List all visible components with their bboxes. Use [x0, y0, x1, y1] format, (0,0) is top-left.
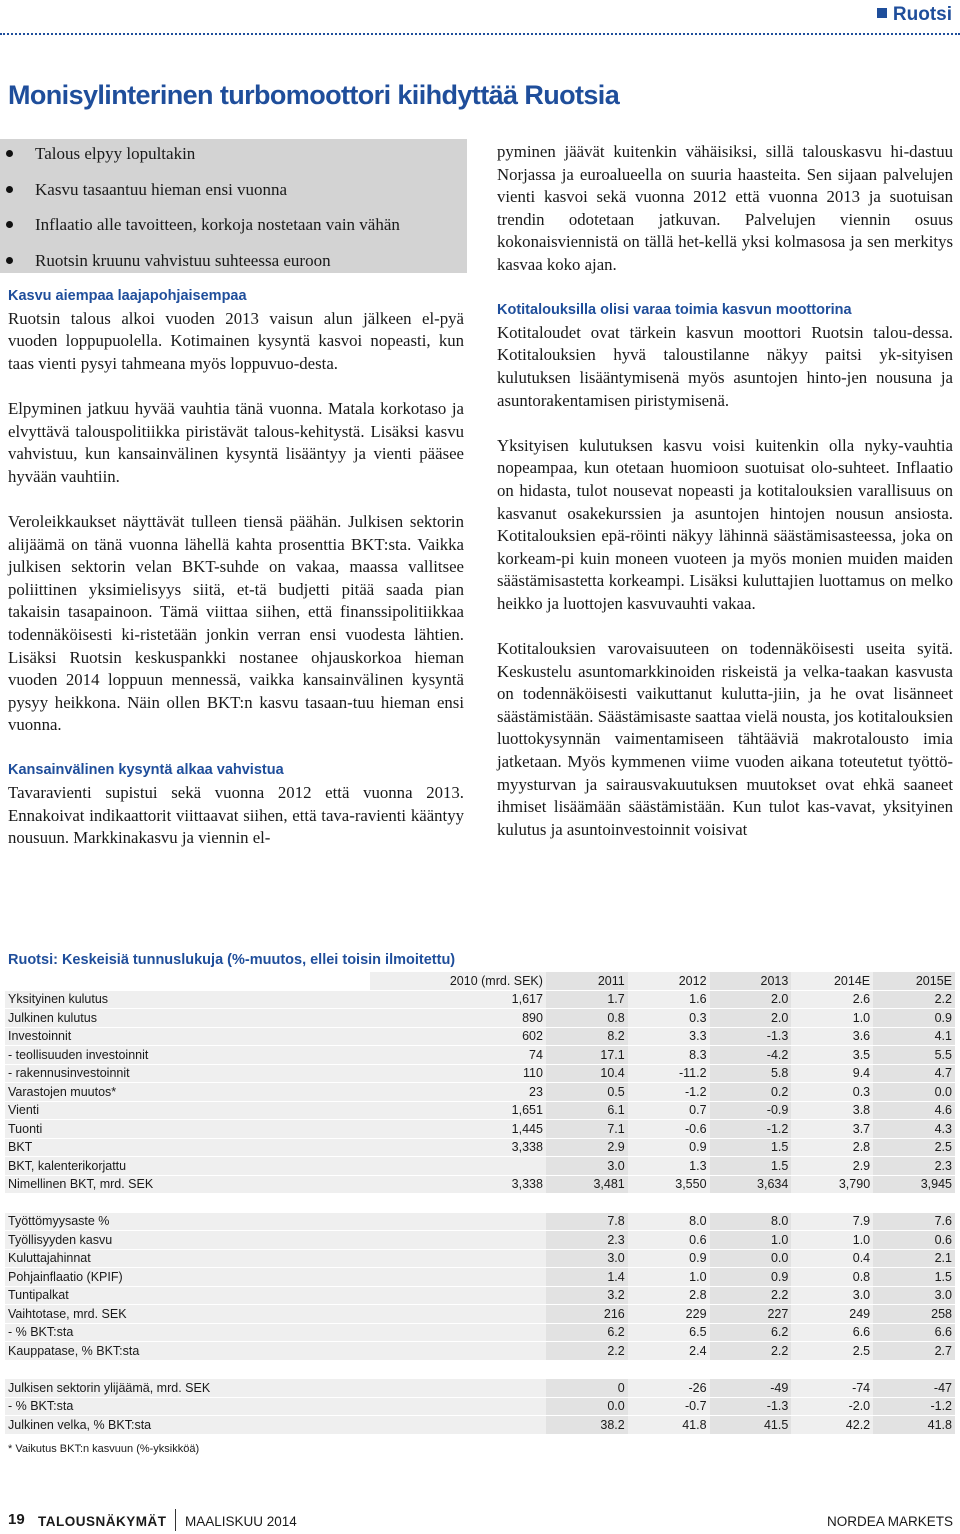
table-cell: 3.8 [791, 1102, 873, 1120]
bullet-icon [6, 150, 13, 157]
table-header-cell: 2010 (mrd. SEK) [370, 972, 546, 990]
row-label: Vaihtotase, mrd. SEK [5, 1305, 370, 1323]
table-cell [370, 1287, 546, 1305]
table-cell: 42.2 [791, 1416, 873, 1434]
table-cell: 110 [370, 1065, 546, 1083]
table-cell: 41.8 [873, 1416, 955, 1434]
table-cell: -1.2 [628, 1083, 710, 1101]
publication-name: TALOUSNÄKYMÄT [38, 1514, 167, 1529]
paragraph: Kotitalouksien varovaisuuteen on todennäköisesti useita syitä. Keskustelu asuntomarkkinoiden riskeistä ja velka-taakan kasvusta on todennäköisesti vaikuttanut kulutta-jiin, ja he ovat lisänneet säästämistään. Säästämisaste saattaa vielä nousta, jos kotitalouksien luottokysynnän vaimentamiseen tähtääviä makrotalousto imia jatketaan. Myös kymmenen viime vuoden aikana toteutetut työttö-myysturvan ja sairausvakuutuksen muutokset ovat ehkä saaneet ihmiset lisäämään säästämistään. Kun tulot kas-vavat, yksityinen kulutus ja asuntoinvestoinnit voisivat [497, 639, 953, 839]
table-row [5, 1009, 955, 1027]
summary-text: Talous elpyy lopultakin [35, 144, 196, 163]
table-cell: 2.2 [873, 991, 955, 1009]
table-cell: 7.8 [546, 1213, 628, 1231]
table-cell: 8.0 [628, 1213, 710, 1231]
table-cell: -0.9 [710, 1102, 792, 1120]
table-cell: -4.2 [710, 1046, 792, 1064]
table-row [5, 1065, 955, 1083]
table-cell: 9.4 [791, 1065, 873, 1083]
table-cell: 1.0 [791, 1009, 873, 1027]
table-footnote: * Vaikutus BKT:n kasvuun (%-yksikköä) [8, 1443, 200, 1455]
table-cell: 6.1 [546, 1102, 628, 1120]
table-cell [370, 1305, 546, 1323]
row-label: Nimellinen BKT, mrd. SEK [5, 1176, 370, 1194]
table-title: Ruotsi: Keskeisiä tunnuslukuja (%-muutos, ellei toisin ilmoitettu) [8, 952, 456, 968]
row-label: Vienti [5, 1102, 370, 1120]
table-cell: 41.8 [628, 1416, 710, 1434]
table-cell [370, 1324, 546, 1342]
table-cell: 3,634 [710, 1176, 792, 1194]
footer-divider [175, 1509, 176, 1531]
table-cell: 1,617 [370, 991, 546, 1009]
table-cell: 0.0 [873, 1083, 955, 1101]
table-cell: 0.6 [873, 1231, 955, 1249]
table-cell: -49 [710, 1379, 792, 1397]
table-cell: 0.8 [546, 1009, 628, 1027]
table-cell: 1.5 [710, 1139, 792, 1157]
table-cell: 8.2 [546, 1028, 628, 1046]
table-cell: 2.2 [710, 1287, 792, 1305]
table-header-cell: 2013 [710, 972, 792, 990]
row-label: - teollisuuden investoinnit [5, 1046, 370, 1064]
row-label: BKT [5, 1139, 370, 1157]
table-row [5, 1324, 955, 1342]
table-cell: 2.0 [710, 991, 792, 1009]
row-label: Kauppatase, % BKT:sta [5, 1342, 370, 1360]
table-cell: 1.3 [628, 1157, 710, 1175]
table-cell: -1.2 [710, 1120, 792, 1138]
page-title: Monisylinterinen turbomoottori kiihdyttää Ruotsia [8, 80, 620, 110]
page-number: 19 [8, 1511, 25, 1528]
row-label: Julkinen velka, % BKT:sta [5, 1416, 370, 1434]
table-cell: -74 [791, 1379, 873, 1397]
bullet-icon [6, 257, 13, 264]
key-figures-table [5, 971, 955, 1435]
row-label: Julkisen sektorin ylijäämä, mrd. SEK [5, 1379, 370, 1397]
table-cell: 2.4 [628, 1342, 710, 1360]
summary-box [0, 139, 467, 273]
table-cell: 1,445 [370, 1120, 546, 1138]
row-label: - rakennusinvestoinnit [5, 1065, 370, 1083]
row-label: Kuluttajahinnat [5, 1250, 370, 1268]
summary-item [0, 246, 467, 282]
table-cell: 0 [546, 1379, 628, 1397]
table-cell: 0.2 [710, 1083, 792, 1101]
summary-item [0, 210, 467, 246]
table-cell: 8.0 [710, 1213, 792, 1231]
table-cell: 0.0 [710, 1250, 792, 1268]
paragraph: Yksityisen kulutuksen kasvu voisi kuitenkin olla nyky-vauhtia nopeampaa, kun otetaan huomioon suotuisat olo-suhteet. Inflaatio on hidasta, tulot nousevat nopeasti ja kotitalouksien varallisuus on kasvanut osakekurssien ja asuntojen hintojen nousun ansiosta. Kotitalouksien epä-röinti näkyy lähinnä säästämisasteessa, joka on korkeam-pi kuin moneen vuoteen ja myös monien muiden maiden säästämisastetta korkeampi. Lisäksi kuluttajien luottamus on melko heikko ja luottojen kasvuvauhti vakaa. [497, 435, 953, 613]
brand-name: NORDEA MARKETS [826, 1514, 953, 1529]
row-label: Työllisyyden kasvu [5, 1231, 370, 1249]
paragraph: Elpyminen jatkuu hyvää vauhtia tänä vuonna. Matala korkotaso ja elvyttävä talouspolitiikka piristävät talous-kehitystä. Lisäksi kasvu vahvistuu, kun kansainvälinen kysyntä lisääntyy ja vienti pääsee hyvään vauhtiin. [8, 398, 464, 486]
publication-date: MAALISKUU 2014 [185, 1514, 297, 1529]
table-cell: 3.3 [628, 1028, 710, 1046]
table-row [5, 1342, 955, 1360]
table-cell: 5.8 [710, 1065, 792, 1083]
table-cell: 6.6 [791, 1324, 873, 1342]
table-cell: -0.7 [628, 1398, 710, 1416]
table-cell: 2.0 [710, 1009, 792, 1027]
table-cell: 2.2 [710, 1342, 792, 1360]
table-cell: 6.5 [628, 1324, 710, 1342]
table-cell: 3,945 [873, 1176, 955, 1194]
table-cell: 1.4 [546, 1268, 628, 1286]
table-cell: 602 [370, 1028, 546, 1046]
summary-text: Ruotsin kruunu vahvistuu suhteessa euroon [35, 250, 331, 270]
table-cell: -47 [873, 1379, 955, 1397]
row-label: Yksityinen kulutus [5, 991, 370, 1009]
table-cell: -1.3 [710, 1028, 792, 1046]
row-label: - % BKT:sta [5, 1398, 370, 1416]
table-cell: -0.6 [628, 1120, 710, 1138]
table-row [5, 1231, 955, 1249]
table-cell: 2.7 [873, 1342, 955, 1360]
table-cell: 249 [791, 1305, 873, 1323]
table-cell: 1.0 [791, 1231, 873, 1249]
table-cell: 10.4 [546, 1065, 628, 1083]
table-cell: 1.0 [628, 1268, 710, 1286]
table-row [5, 1416, 955, 1434]
row-label: Tuonti [5, 1120, 370, 1138]
table-cell: 2.9 [546, 1139, 628, 1157]
table-header-cell: 2011 [546, 972, 628, 990]
table-cell: 216 [546, 1305, 628, 1323]
table-row [5, 991, 955, 1009]
table-cell: 3,790 [791, 1176, 873, 1194]
table-cell: 38.2 [546, 1416, 628, 1434]
paragraph: Ruotsin talous alkoi vuoden 2013 vaisun alun jälkeen el-pyä vuoden loppupuolella. Kotimainen kysyntä kasvoi nopeasti, kun taas vienti pysyi tahmeana myös loppuvuo-desta. [8, 308, 464, 373]
table-cell: 0.7 [628, 1102, 710, 1120]
table-cell [370, 1379, 546, 1397]
table-cell: 3.7 [791, 1120, 873, 1138]
row-label: Investoinnit [5, 1028, 370, 1046]
table-cell: 3.6 [791, 1028, 873, 1046]
table-cell: -1.2 [873, 1398, 955, 1416]
table-cell: -11.2 [628, 1065, 710, 1083]
table-cell: 3.0 [546, 1157, 628, 1175]
table-cell: 3,481 [546, 1176, 628, 1194]
table-cell: 0.8 [791, 1268, 873, 1286]
table-cell: 0.9 [873, 1009, 955, 1027]
table-cell: 74 [370, 1046, 546, 1064]
table-cell: 2.5 [791, 1342, 873, 1360]
square-bullet-icon [877, 8, 887, 18]
table-cell: 3.5 [791, 1046, 873, 1064]
table-row [5, 1287, 955, 1305]
table-cell: 7.1 [546, 1120, 628, 1138]
table-row [5, 1120, 955, 1138]
row-label: Työttömyysaste % [5, 1213, 370, 1231]
table-cell: 0.9 [628, 1139, 710, 1157]
bullet-icon [6, 186, 13, 193]
table-cell: 7.6 [873, 1213, 955, 1231]
table-cell: 6.2 [710, 1324, 792, 1342]
table-cell: 8.3 [628, 1046, 710, 1064]
table-cell: 4.7 [873, 1065, 955, 1083]
table-cell: 5.5 [873, 1046, 955, 1064]
paragraph: Tavaravienti supistui sekä vuonna 2012 että vuonna 2013. Ennakoivat indikaattorit viittaavat siihen, että tava-ravienti kääntyy nousuun. Markkinakasvu ja viennin el- [8, 783, 464, 848]
table-cell: 4.3 [873, 1120, 955, 1138]
table-row [5, 1250, 955, 1268]
table-cell: 890 [370, 1009, 546, 1027]
table-cell: 0.3 [791, 1083, 873, 1101]
table-cell: -2.0 [791, 1398, 873, 1416]
table-cell: 0.9 [710, 1268, 792, 1286]
table-cell [370, 1231, 546, 1249]
table-header-cell: 2015E [873, 972, 955, 990]
table-cell: 41.5 [710, 1416, 792, 1434]
page-footer [0, 1503, 960, 1533]
row-label: Varastojen muutos* [5, 1083, 370, 1101]
table-cell: 2.8 [628, 1287, 710, 1305]
table-cell: -1.3 [710, 1398, 792, 1416]
subheading: Kasvu aiempaa laajapohjaisempaa [8, 288, 247, 304]
summary-text: Kasvu tasaantuu hieman ensi vuonna [35, 179, 288, 199]
right-column [497, 141, 953, 864]
table-cell: 4.6 [873, 1102, 955, 1120]
table-cell: 3.2 [546, 1287, 628, 1305]
table-cell: 2.6 [791, 991, 873, 1009]
table-cell: 3.0 [873, 1287, 955, 1305]
table-row [5, 1028, 955, 1046]
table-cell: 3.0 [546, 1250, 628, 1268]
summary-item [0, 139, 467, 175]
table-cell [370, 1416, 546, 1434]
table-cell [370, 1213, 546, 1231]
row-label: Pohjainflaatio (KPIF) [5, 1268, 370, 1286]
table-cell: 0.4 [791, 1250, 873, 1268]
table-spacer-row [5, 1361, 955, 1379]
table-row [5, 1046, 955, 1064]
summary-item [0, 175, 467, 211]
table-cell: 2.3 [546, 1231, 628, 1249]
subheading: Kotitalouksilla olisi varaa toimia kasvun moottorina [497, 302, 852, 319]
table-cell: 3.0 [791, 1287, 873, 1305]
table-cell: 229 [628, 1305, 710, 1323]
table-row [5, 1268, 955, 1286]
table-row [5, 1157, 955, 1175]
table-row [5, 1102, 955, 1120]
paragraph: pyminen jäävät kuitenkin vähäisiksi, sillä talouskasvu hi-dastuu Norjassa ja euroalueella on suuria haasteita. Sen sijaan palvelujen vienti kasvoi sekä vuonna 2012 että vuonna 2013 ja suotuisan trendin odotetaan jatkuvan. Palvelujen viennin osuus kokonaisviennistä on tällä het-kellä yksi kolmasosa ja sen merkitys kasvaa koko ajan. [497, 142, 953, 274]
table-header-cell [5, 972, 370, 990]
table-cell: 1.6 [628, 991, 710, 1009]
header-divider [0, 33, 960, 35]
row-label: Julkinen kulutus [5, 1009, 370, 1027]
table-header-row [5, 972, 955, 990]
table-row [5, 1213, 955, 1231]
table-cell: 2.2 [546, 1342, 628, 1360]
table-cell [370, 1342, 546, 1360]
table-cell: 2.5 [873, 1139, 955, 1157]
summary-text: Inflaatio alle tavoitteen, korkoja nostetaan vain vähän [35, 215, 400, 234]
table-cell: -26 [628, 1379, 710, 1397]
section-label: Ruotsi [892, 4, 952, 25]
subheading: Kansainvälinen kysyntä alkaa vahvistua [8, 762, 284, 779]
table-cell: 6.6 [873, 1324, 955, 1342]
table-row [5, 1083, 955, 1101]
section-tag [877, 4, 952, 26]
table-header-cell: 2014E [791, 972, 873, 990]
row-label: BKT, kalenterikorjattu [5, 1157, 370, 1175]
table-row [5, 1139, 955, 1157]
table-cell: 2.8 [791, 1139, 873, 1157]
table-row [5, 1176, 955, 1194]
table-cell [370, 1268, 546, 1286]
row-label: Tuntipalkat [5, 1287, 370, 1305]
table-cell: 1.5 [710, 1157, 792, 1175]
table-cell: 17.1 [546, 1046, 628, 1064]
table-cell: 1.7 [546, 991, 628, 1009]
table-cell: 0.9 [628, 1250, 710, 1268]
table-cell [370, 1250, 546, 1268]
table-cell: 3,550 [628, 1176, 710, 1194]
table-cell: 0.6 [628, 1231, 710, 1249]
table-cell [370, 1398, 546, 1416]
table-cell: 1.5 [873, 1268, 955, 1286]
row-label: - % BKT:sta [5, 1324, 370, 1342]
table-cell: 23 [370, 1083, 546, 1101]
table-cell: 3,338 [370, 1176, 546, 1194]
table-cell: 7.9 [791, 1213, 873, 1231]
table-cell [370, 1157, 546, 1175]
table-cell: 2.3 [873, 1157, 955, 1175]
table-cell: 0.5 [546, 1083, 628, 1101]
table-cell: 1,651 [370, 1102, 546, 1120]
table-cell: 3,338 [370, 1139, 546, 1157]
paragraph: Kotitaloudet ovat tärkein kasvun moottori Ruotsin talou-dessa. Kotitalouksien hyvä taloustilanne näkyy paitsi yk-sityisen kulutuksen lisääntymisenä myös asuntojen hinto-jen nousuna ja asuntorakentamisen piristymisenä. [497, 322, 953, 410]
table-row [5, 1398, 955, 1416]
table-row [5, 1305, 955, 1323]
table-cell: 2.1 [873, 1250, 955, 1268]
table-cell: 1.0 [710, 1231, 792, 1249]
table-body [5, 991, 955, 1434]
table-row [5, 1379, 955, 1397]
bullet-icon [6, 221, 13, 228]
table-cell: 0.0 [546, 1398, 628, 1416]
table-cell: 258 [873, 1305, 955, 1323]
left-column [8, 285, 464, 872]
paragraph: Veroleikkaukset näyttävät tulleen tiensä päähän. Julkisen sektorin alijäämä on tänä vuonna lähellä kahta prosenttia BKT:sta. Vaikka julkisen sektorin velan BKT-suhde on vakaa, maassa vallitsee poliittinen yksimielisyys siitä, et-tä budjetti pitää saada pian takaisin tasapainoon. Tämä viittaa siihen, että finanssipolitiikkaa todennäköisesti ki-ristetään jonkin verran ensi vuodesta lähtien. Lisäksi Ruotsin keskuspankki nostanee ohjauskorkoa hieman vuoden 2014 loppuun mennessä, vaikka kansainvälinen kysyntä pysyy heikkona. Näin ollen BKT:n kasvu tasaan-tuu hieman ensi vuonna. [8, 511, 464, 735]
table-header-cell: 2012 [628, 972, 710, 990]
summary-list [0, 139, 467, 281]
table-cell: 227 [710, 1305, 792, 1323]
table-spacer-row [5, 1194, 955, 1212]
table-cell: 0.3 [628, 1009, 710, 1027]
table-cell: 4.1 [873, 1028, 955, 1046]
table-cell: 6.2 [546, 1324, 628, 1342]
table-cell: 2.9 [791, 1157, 873, 1175]
